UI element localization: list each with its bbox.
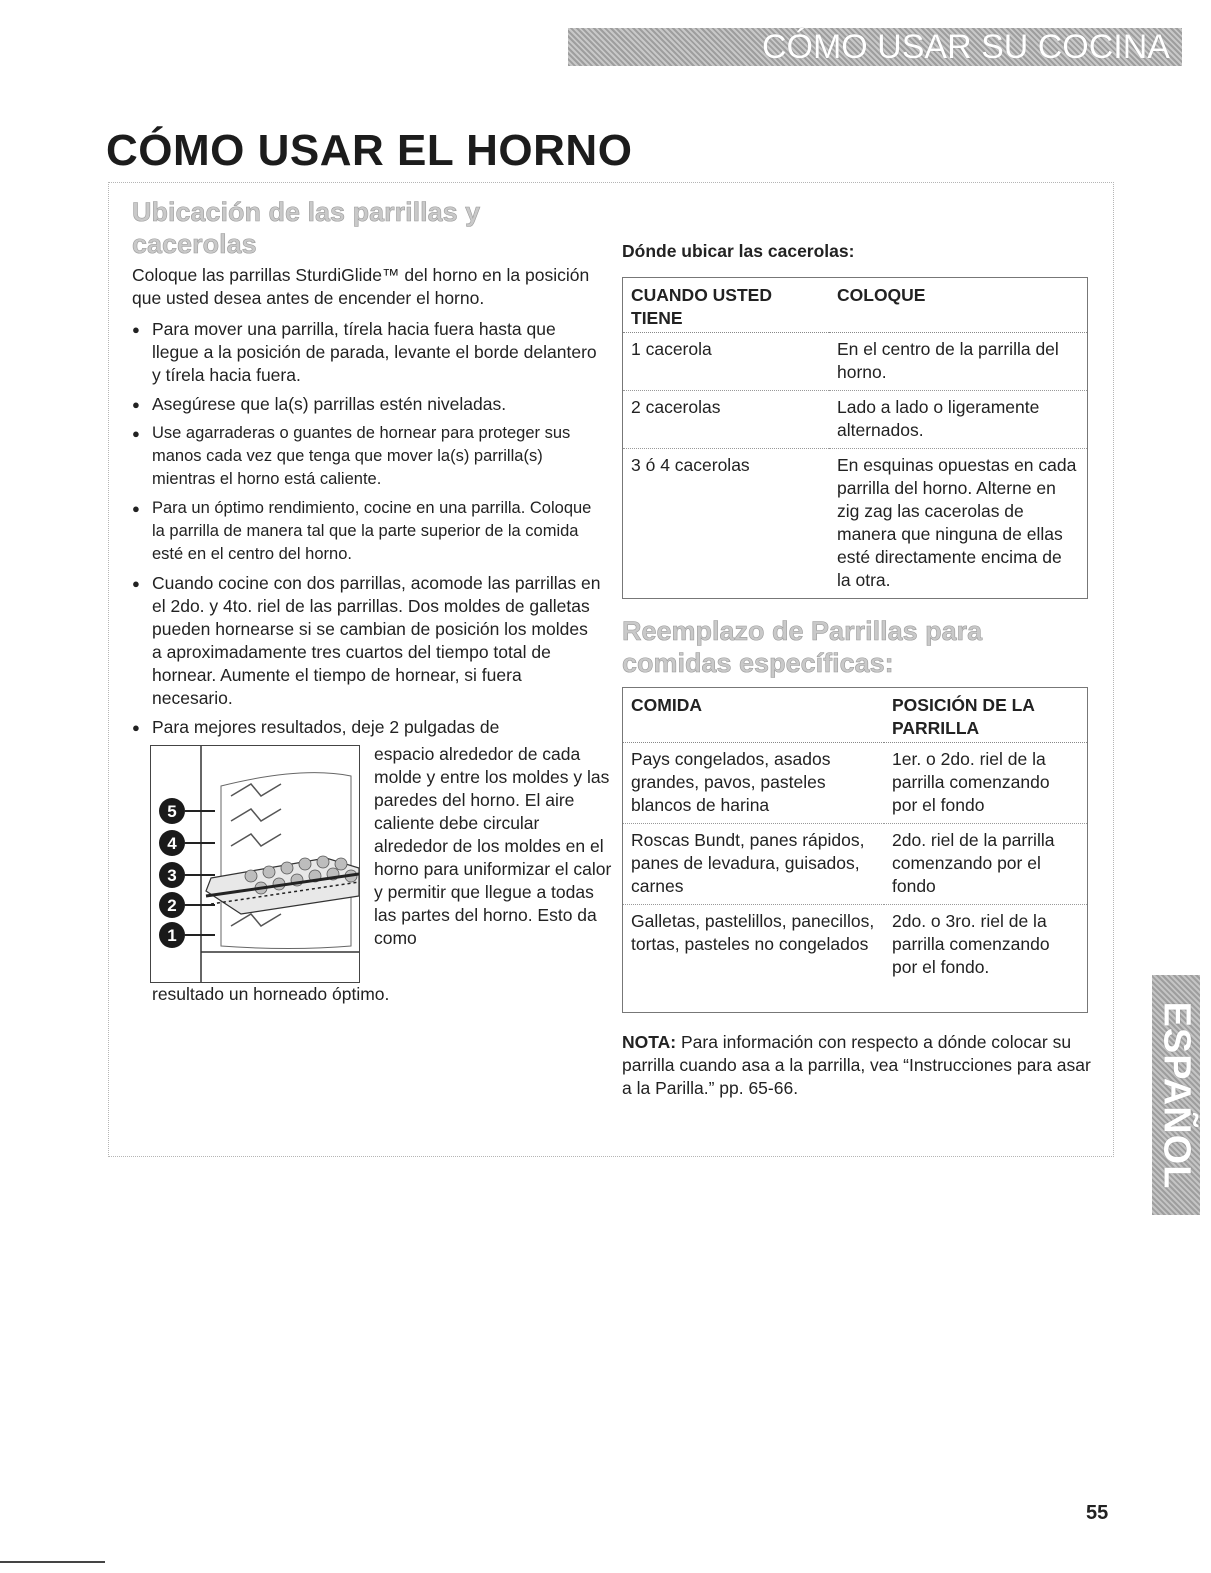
food-rack-table [622, 687, 1088, 1013]
table-cell: Lado a lado o ligeramente alternados. [829, 391, 1088, 449]
table-header: CUANDO USTED TIENE [623, 278, 830, 333]
bullet-item: ● Para mover una parrilla, tírela hacia fuera hasta que llegue a la posición de parada, levante el borde delantero y tírela hacia fuera. [132, 318, 602, 387]
rack-position-5-icon: 5 [159, 798, 185, 824]
rack-line [185, 904, 215, 906]
rack-line [185, 934, 215, 936]
table-header: COMIDA [623, 688, 885, 743]
rack-line [185, 842, 215, 844]
table-row [623, 391, 1088, 449]
bottom-rule [0, 1561, 105, 1563]
figure-tail-text: resultado un horneado óptimo. [152, 984, 390, 1004]
table-row [623, 333, 1088, 391]
table-cell: 2do. o 3ro. riel de la parrilla comenzando por el fondo. [892, 911, 1050, 977]
right-column [622, 240, 1092, 1118]
racks-heading: Ubicación de las parrillas y cacerolas [132, 197, 481, 259]
table-row [623, 905, 1088, 1013]
table-cell: 3 ó 4 cacerolas [631, 455, 750, 475]
language-side-tab-label: ESPAÑOL [1155, 1001, 1198, 1189]
table-header: POSICIÓN DE LA PARRILLA [884, 688, 1088, 743]
table-header-row [623, 278, 1088, 333]
oven-interior-drawing [151, 746, 359, 982]
bullet-item: ● Cuando cocine con dos parrillas, acomode las parrillas en el 2do. y 4to. riel de las parrillas. Dos moldes de galletas pueden hornearse si se cambian de posición los moldes a aproximadamente tres cuartos del tiempo total de hornear. Aumente el tiempo de hornear, si fuera necesario. [132, 572, 602, 710]
section-banner-title: CÓMO USAR SU COCINA [761, 27, 1170, 66]
bullet-item: ● Use agarraderas o guantes de hornear para proteger sus manos cada vez que tenga que mover la(s) parrilla(s) mientras el horno está caliente. [132, 422, 602, 491]
table-row [623, 449, 1088, 599]
page-title: CÓMO USAR EL HORNO [106, 126, 633, 175]
table-row [623, 824, 1088, 905]
table-cell: 1 cacerola [623, 333, 830, 391]
rack-line [185, 874, 215, 876]
food-rack-heading: Reemplazo de Parrillas para comidas específicas: [622, 616, 983, 678]
racks-bullet-list [132, 318, 602, 739]
page-number: 55 [1086, 1502, 1109, 1524]
bullet-item: ● Asegúrese que la(s) parrillas estén niveladas. [132, 393, 602, 416]
bullet-item [132, 716, 602, 739]
table-cell: 2do. riel de la parrilla comenzando por el fondo [884, 824, 1088, 905]
note-text: Para información con respecto a dónde colocar su parrilla cuando asa a la parrilla, vea “Instrucciones para asar a la Parilla.” pp. 65-66. [622, 1032, 1091, 1098]
pans-label: Dónde ubicar las cacerolas: [622, 241, 855, 261]
table-row [623, 743, 1088, 824]
table-cell: Pays congelados, asados grandes, pavos, pasteles blancos de harina [623, 743, 885, 824]
rack-line [185, 810, 215, 812]
section-banner [568, 28, 1182, 66]
note-label: NOTA: [622, 1032, 677, 1052]
left-column [132, 196, 612, 1006]
racks-intro: Coloque las parrillas SturdiGlide™ del horno en la posición que usted desea antes de encender el horno. [132, 265, 590, 308]
note-paragraph [622, 1031, 1092, 1100]
table-cell: Roscas Bundt, panes rápidos, panes de levadura, guisados, carnes [623, 824, 885, 905]
table-header: COLOQUE [829, 278, 1088, 333]
table-cell: En esquinas opuestas en cada parrilla del horno. Alterne en zig zag las cacerolas de manera que ninguna de ellas esté directamente encima de la otra. [837, 455, 1077, 590]
pans-table [622, 277, 1088, 599]
rack-position-4-icon: 4 [159, 830, 185, 856]
table-cell: En el centro de la parrilla del horno. [829, 333, 1088, 391]
rack-position-1-icon: 1 [159, 922, 185, 948]
rack-position-3-icon: 3 [159, 862, 185, 888]
table-cell: Galletas, pastelillos, panecillos, tortas, pasteles no congelados [631, 911, 875, 954]
table-cell: 1er. o 2do. riel de la parrilla comenzando por el fondo [884, 743, 1088, 824]
language-side-tab [1152, 975, 1200, 1215]
table-header-row [623, 688, 1088, 743]
figure-wrap-text: espacio alrededor de cada molde y entre los moldes y las paredes del horno. El aire caliente debe circular alrededor de los moldes en el horno para uniformizar el calor y permitir que llegue a todas las partes del horno. Esto da como [374, 744, 612, 948]
table-cell: 2 cacerolas [623, 391, 830, 449]
rack-position-2-icon: 2 [159, 892, 185, 918]
oven-rack-illustration [150, 745, 360, 983]
bullet-item: ● Para un óptimo rendimiento, cocine en una parrilla. Coloque la parrilla de manera tal que la parte superior de la comida esté en el centro del horno. [132, 497, 602, 566]
bullet-item-head: Para mejores resultados, deje 2 pulgadas de [152, 717, 500, 737]
oven-figure-row [132, 743, 612, 983]
